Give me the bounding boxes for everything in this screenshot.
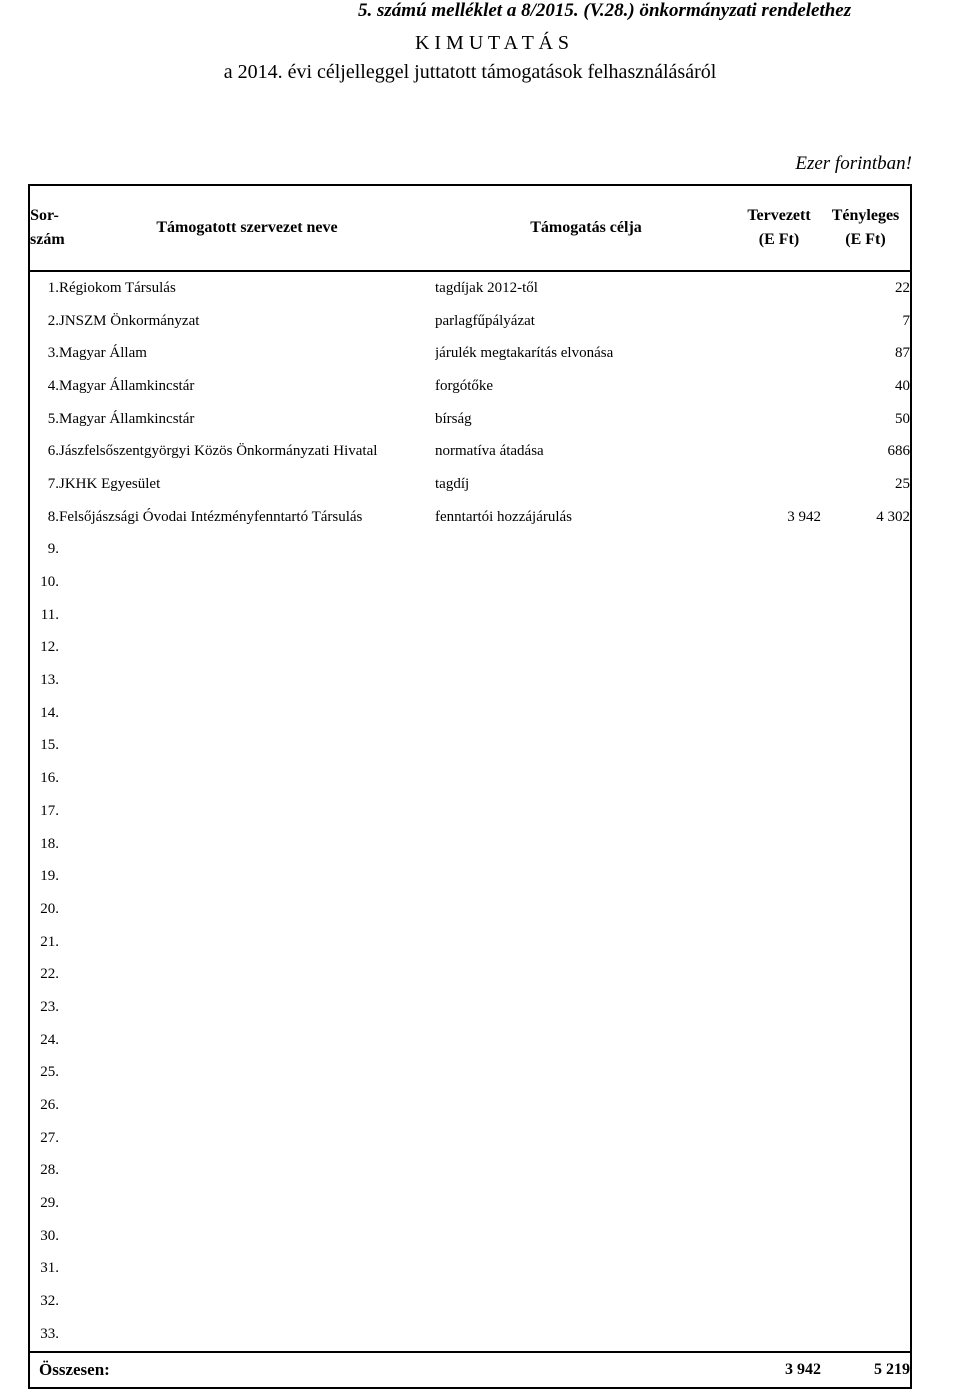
- row-number: 13.: [40, 672, 59, 689]
- row-number: 16.: [40, 770, 59, 787]
- table-row: [29, 664, 911, 697]
- table-row: [29, 926, 911, 959]
- table-body: [29, 271, 911, 1352]
- row-actual: 686: [887, 443, 910, 460]
- row-actual: [821, 1122, 911, 1155]
- row-actual: [821, 1285, 911, 1318]
- row-purpose: [435, 730, 737, 763]
- row-actual: [821, 599, 911, 632]
- row-actual: [821, 1253, 911, 1286]
- row-planned: [737, 1057, 821, 1090]
- table-row: [29, 632, 911, 665]
- row-planned: [737, 893, 821, 926]
- row-purpose: [435, 795, 737, 828]
- row-actual: [821, 893, 911, 926]
- row-purpose: [435, 566, 737, 599]
- row-organization: Magyar Államkincstár: [59, 410, 195, 427]
- row-actual: 25: [895, 475, 910, 492]
- table-row: [29, 893, 911, 926]
- table-row: [29, 501, 911, 534]
- row-purpose: [435, 860, 737, 893]
- row-planned: [737, 860, 821, 893]
- row-planned: [737, 1024, 821, 1057]
- row-planned: [737, 730, 821, 763]
- row-number: 7.: [47, 475, 59, 492]
- row-number: 30.: [40, 1227, 59, 1244]
- row-organization: [59, 1057, 435, 1090]
- row-organization: [59, 1024, 435, 1057]
- row-planned: [737, 762, 821, 795]
- row-planned: [737, 566, 821, 599]
- row-actual: [821, 795, 911, 828]
- row-actual: [821, 860, 911, 893]
- row-purpose: [435, 991, 737, 1024]
- row-organization: [59, 795, 435, 828]
- row-planned: [737, 991, 821, 1024]
- row-number: 14.: [40, 704, 59, 721]
- row-number: 9.: [47, 541, 59, 558]
- row-actual: [821, 697, 911, 730]
- row-actual: [821, 534, 911, 567]
- row-purpose: fenntartói hozzájárulás: [435, 508, 573, 525]
- row-planned: [737, 664, 821, 697]
- total-planned: 3 942: [737, 1352, 821, 1388]
- row-organization: [59, 828, 435, 861]
- table-row: [29, 828, 911, 861]
- total-label: Összesen:: [29, 1352, 737, 1388]
- row-number: 20.: [40, 900, 59, 917]
- row-purpose: [435, 828, 737, 861]
- row-purpose: forgótőke: [435, 377, 494, 394]
- row-actual: [821, 958, 911, 991]
- row-actual: 87: [895, 345, 910, 362]
- table-row: [29, 1122, 911, 1155]
- row-planned: [737, 1155, 821, 1188]
- row-planned: [737, 271, 821, 305]
- row-number: 26.: [40, 1097, 59, 1114]
- row-number: 8.: [47, 508, 59, 525]
- col-header-actual-line1: Tényleges: [831, 207, 900, 224]
- row-organization: [59, 991, 435, 1024]
- row-number: 18.: [40, 835, 59, 852]
- row-planned: [737, 632, 821, 665]
- row-organization: [59, 860, 435, 893]
- row-organization: Magyar Állam: [59, 345, 147, 362]
- table-row: [29, 1187, 911, 1220]
- row-purpose: [435, 1253, 737, 1286]
- row-planned: [737, 403, 821, 436]
- row-organization: [59, 632, 435, 665]
- table-row: [29, 1089, 911, 1122]
- row-organization: [59, 762, 435, 795]
- row-planned: [737, 828, 821, 861]
- row-actual: [821, 1220, 911, 1253]
- row-purpose: parlagfűpályázat: [435, 312, 535, 329]
- row-purpose: bírság: [435, 410, 472, 427]
- total-row: [29, 1352, 911, 1388]
- row-planned: [737, 1089, 821, 1122]
- row-actual: 7: [902, 312, 910, 329]
- table-row: [29, 370, 911, 403]
- table-row: [29, 435, 911, 468]
- row-number: 4.: [47, 377, 59, 394]
- table-row: [29, 305, 911, 338]
- row-planned: [737, 468, 821, 501]
- row-planned: 3 942: [787, 508, 821, 525]
- row-organization: [59, 1155, 435, 1188]
- row-actual: [821, 762, 911, 795]
- table-row: [29, 534, 911, 567]
- row-actual: [821, 1187, 911, 1220]
- row-number: 23.: [40, 998, 59, 1015]
- row-organization: Jászfelsőszentgyörgyi Közös Önkormányzati Hivatal: [59, 443, 378, 460]
- row-purpose: [435, 958, 737, 991]
- table-row: [29, 1318, 911, 1352]
- row-actual: [821, 991, 911, 1024]
- row-organization: [59, 697, 435, 730]
- row-planned: [737, 697, 821, 730]
- row-purpose: [435, 632, 737, 665]
- row-planned: [737, 926, 821, 959]
- row-purpose: [435, 1220, 737, 1253]
- row-planned: [737, 1253, 821, 1286]
- row-purpose: [435, 1057, 737, 1090]
- table-row: [29, 730, 911, 763]
- table-row: [29, 958, 911, 991]
- row-number: 28.: [40, 1162, 59, 1179]
- row-purpose: [435, 1024, 737, 1057]
- row-actual: [821, 664, 911, 697]
- row-planned: [737, 337, 821, 370]
- row-number: 12.: [40, 639, 59, 656]
- row-number: 22.: [40, 966, 59, 983]
- table-row: [29, 271, 911, 305]
- row-purpose: [435, 1318, 737, 1352]
- row-organization: [59, 1089, 435, 1122]
- row-planned: [737, 795, 821, 828]
- row-planned: [737, 435, 821, 468]
- row-actual: 4 302: [876, 508, 910, 525]
- row-organization: [59, 566, 435, 599]
- row-number: 1.: [47, 279, 59, 296]
- row-organization: JNSZM Önkormányzat: [59, 312, 200, 329]
- row-number: 31.: [40, 1260, 59, 1277]
- table-row: [29, 991, 911, 1024]
- row-number: 21.: [40, 933, 59, 950]
- col-header-purpose: Támogatás célja: [435, 185, 737, 271]
- row-purpose: [435, 762, 737, 795]
- row-planned: [737, 1122, 821, 1155]
- row-number: 15.: [40, 737, 59, 754]
- row-purpose: járulék megtakarítás elvonása: [435, 345, 614, 362]
- row-planned: [737, 1285, 821, 1318]
- row-organization: [59, 1220, 435, 1253]
- row-actual: [821, 926, 911, 959]
- row-planned: [737, 599, 821, 632]
- subsidy-table: [28, 184, 912, 1389]
- row-organization: Felsőjászsági Óvodai Intézményfenntartó Társulás: [59, 508, 363, 525]
- table-row: [29, 1220, 911, 1253]
- row-organization: [59, 1285, 435, 1318]
- row-planned: [737, 1318, 821, 1352]
- table-row: [29, 860, 911, 893]
- row-purpose: [435, 1187, 737, 1220]
- document-subtitle: [0, 60, 960, 84]
- row-actual: [821, 828, 911, 861]
- table-row: [29, 468, 911, 501]
- unit-note: Ezer forintban!: [795, 153, 912, 174]
- row-purpose: [435, 1089, 737, 1122]
- annex-reference: 5. számú melléklet a 8/2015. (V.28.) önkormányzati rendelethez: [358, 0, 852, 21]
- row-actual: [821, 1057, 911, 1090]
- row-purpose: [435, 664, 737, 697]
- table-row: [29, 403, 911, 436]
- row-planned: [737, 305, 821, 338]
- table-row: [29, 599, 911, 632]
- col-header-no-line2: szám: [30, 231, 65, 248]
- row-planned: [737, 1187, 821, 1220]
- row-actual: [821, 1089, 911, 1122]
- row-number: 3.: [47, 345, 59, 362]
- row-number: 27.: [40, 1129, 59, 1146]
- row-organization: Magyar Államkincstár: [59, 377, 195, 394]
- row-number: 17.: [40, 802, 59, 819]
- row-organization: [59, 664, 435, 697]
- row-organization: [59, 1122, 435, 1155]
- row-purpose: tagdíj: [435, 475, 470, 492]
- row-actual: [821, 1155, 911, 1188]
- row-purpose: [435, 1122, 737, 1155]
- table-row: [29, 566, 911, 599]
- total-actual: 5 219: [821, 1352, 911, 1388]
- row-purpose: [435, 926, 737, 959]
- row-actual: 40: [895, 377, 910, 394]
- table-row: [29, 337, 911, 370]
- table-row: [29, 697, 911, 730]
- row-number: 10.: [40, 574, 59, 591]
- row-purpose: [435, 534, 737, 567]
- row-organization: [59, 534, 435, 567]
- row-actual: [821, 566, 911, 599]
- document-subtitle-text: a 2014. évi céljelleggel juttatott támogatások felhasználásáról: [223, 61, 717, 83]
- row-number: 32.: [40, 1293, 59, 1310]
- row-actual: [821, 632, 911, 665]
- table-row: [29, 1057, 911, 1090]
- col-header-no-line1: Sor-: [30, 207, 59, 224]
- table-row: [29, 795, 911, 828]
- row-purpose: [435, 1155, 737, 1188]
- table-row: [29, 1024, 911, 1057]
- row-organization: [59, 730, 435, 763]
- row-purpose: tagdíjak 2012-től: [435, 279, 538, 296]
- row-number: 11.: [40, 606, 59, 623]
- table-row: [29, 762, 911, 795]
- col-header-no: [29, 185, 65, 271]
- row-number: 2.: [47, 312, 59, 329]
- table-row: [29, 1155, 911, 1188]
- row-actual: [821, 1318, 911, 1352]
- row-organization: Régiokom Társulás: [59, 279, 176, 296]
- row-purpose: [435, 893, 737, 926]
- col-header-planned: [737, 185, 821, 271]
- row-planned: [737, 370, 821, 403]
- table-row: [29, 1253, 911, 1286]
- document-title-text: K I M U T A T Á S: [414, 32, 570, 54]
- row-organization: JKHK Egyesület: [59, 475, 161, 492]
- row-purpose: normatíva átadása: [435, 443, 544, 460]
- col-header-org: Támogatott szervezet neve: [59, 185, 435, 271]
- row-number: 6.: [47, 443, 59, 460]
- row-planned: [737, 534, 821, 567]
- col-header-planned-line2: (E Ft): [758, 231, 800, 248]
- row-purpose: [435, 599, 737, 632]
- row-number: 25.: [40, 1064, 59, 1081]
- row-actual: 50: [895, 410, 910, 427]
- document-title: [0, 31, 960, 55]
- row-organization: [59, 1187, 435, 1220]
- row-planned: [737, 958, 821, 991]
- row-actual: [821, 1024, 911, 1057]
- row-actual: 22: [895, 279, 910, 296]
- row-organization: [59, 599, 435, 632]
- row-organization: [59, 893, 435, 926]
- row-purpose: [435, 1285, 737, 1318]
- table-header-row: [29, 185, 911, 271]
- col-header-planned-line1: Tervezett: [747, 207, 811, 224]
- row-number: 19.: [40, 868, 59, 885]
- row-number: 5.: [47, 410, 59, 427]
- row-actual: [821, 730, 911, 763]
- row-number: 24.: [40, 1031, 59, 1048]
- row-organization: [59, 1318, 435, 1352]
- col-header-actual: [821, 185, 911, 271]
- row-organization: [59, 926, 435, 959]
- row-number: 29.: [40, 1195, 59, 1212]
- table-row: [29, 1285, 911, 1318]
- row-planned: [737, 1220, 821, 1253]
- row-organization: [59, 1253, 435, 1286]
- row-purpose: [435, 697, 737, 730]
- row-number: 33.: [40, 1325, 59, 1342]
- row-organization: [59, 958, 435, 991]
- col-header-actual-line2: (E Ft): [845, 231, 886, 248]
